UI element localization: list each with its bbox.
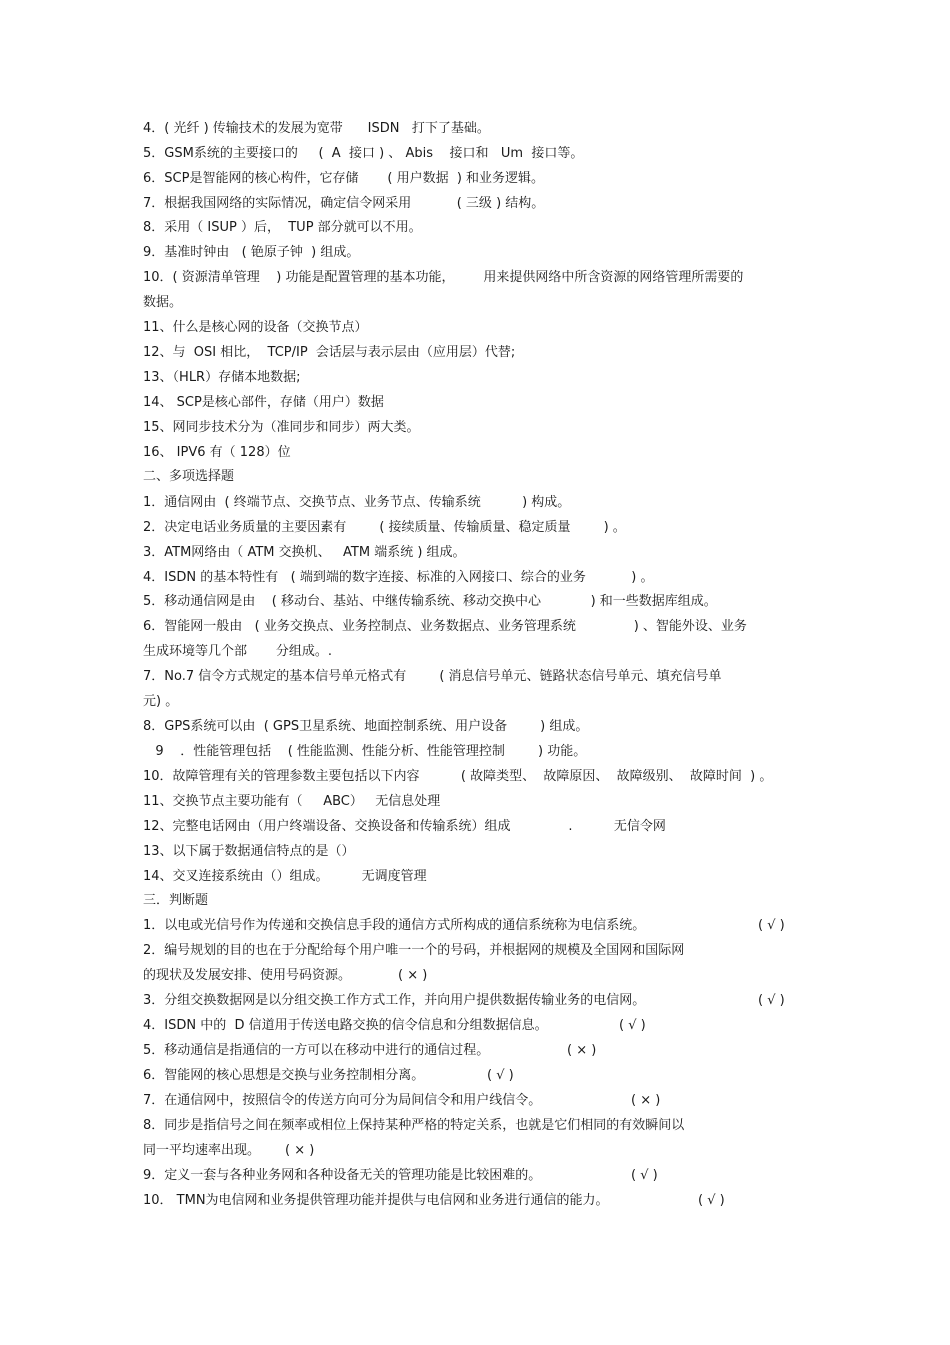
multiple-choice-question: 4．ISDN 的基本特性有 ( 端到端的数字连接、标准的入网接口、综合的业务 ) 。 bbox=[143, 570, 654, 585]
multiple-choice-question: 11、交换节点主要功能有（ ABC） 无信息处理 bbox=[143, 794, 441, 809]
fill-blank-question: 12、与 OSI 相比， TCP/IP 会话层与表示层由（应用层）代替; bbox=[143, 345, 516, 360]
fill-blank-question: 15、网同步技术分为（准同步和同步）两大类。 bbox=[143, 420, 420, 435]
true-false-statement: 9．定义一套与各种业务网和各种设备无关的管理功能是比较困难的。 bbox=[143, 1168, 542, 1183]
multiple-choice-question: 9 ．性能管理包括 ( 性能监测、性能分析、性能管理控制 ) 功能。 bbox=[143, 744, 587, 759]
answer-mark: ( √ ) bbox=[758, 993, 785, 1008]
fill-blank-question: 8．采用（ ISUP ）后， TUP 部分就可以不用。 bbox=[143, 220, 422, 235]
true-false-statement: 5．移动通信是指通信的一方可以在移动中进行的通信过程。 bbox=[143, 1043, 490, 1058]
true-false-statement: 3．分组交换数据网是以分组交换工作方式工作，并向用户提供数据传输业务的电信网。 bbox=[143, 993, 646, 1008]
multiple-choice-question: 12、完整电话网由（用户终端设备、交换设备和传输系统）组成 . 无信令网 bbox=[143, 819, 666, 834]
answer-mark: ( × ) bbox=[285, 1143, 315, 1158]
answer-mark: ( √ ) bbox=[758, 918, 785, 933]
multiple-choice-question: 3．ATM网络由（ ATM 交换机、 ATM 端系统 ) 组成。 bbox=[143, 545, 466, 560]
answer-mark: ( × ) bbox=[567, 1043, 597, 1058]
true-false-statement: 2．编号规划的目的也在于分配给每个用户唯一一个的号码，并根据网的规模及全国网和国际网 bbox=[143, 943, 685, 958]
true-false-statement: 6．智能网的核心思想是交换与业务控制相分离。 bbox=[143, 1068, 425, 1083]
answer-mark: ( √ ) bbox=[487, 1068, 514, 1083]
true-false-statement: 8．同步是指信号之间在频率或相位上保持某种严格的特定关系，也就是它们相同的有效瞬间以 bbox=[143, 1118, 685, 1133]
fill-blank-question: 13、（HLR）存储本地数据; bbox=[143, 370, 301, 385]
fill-blank-question: 10．( 资源清单管理 ) 功能是配置管理的基本功能， 用来提供网络中所含资源的网络管理所需要的 bbox=[143, 270, 744, 285]
answer-mark: ( × ) bbox=[398, 968, 428, 983]
fill-blank-question: 5．GSM系统的主要接口的 ( A 接口 ) 、 Abis 接口和 Um 接口等。 bbox=[143, 146, 584, 161]
answer-mark: ( √ ) bbox=[698, 1193, 725, 1208]
fill-blank-question: 9．基准时钟由 ( 铯原子钟 ) 组成。 bbox=[143, 245, 360, 260]
multiple-choice-question: 13、以下属于数据通信特点的是（） bbox=[143, 844, 355, 859]
section-heading-true-false: 三．判断题 bbox=[143, 893, 209, 908]
answer-mark: ( × ) bbox=[631, 1093, 661, 1108]
true-false-statement: 7．在通信网中，按照信令的传送方向可分为局间信令和用户线信令。 bbox=[143, 1093, 542, 1108]
multiple-choice-question: 10．故障管理有关的管理参数主要包括以下内容 ( 故障类型、 故障原因、 故障级别、 故障时间 ) 。 bbox=[143, 769, 773, 784]
multiple-choice-question: 1．通信网由 ( 终端节点、交换节点、业务节点、传输系统 ) 构成。 bbox=[143, 495, 571, 510]
true-false-statement: 4．ISDN 中的 D 信道用于传送电路交换的信令信息和分组数据信息。 bbox=[143, 1018, 548, 1033]
multiple-choice-question: 6．智能网一般由 ( 业务交换点、业务控制点、业务数据点、业务管理系统 ) 、智能外设、业务 bbox=[143, 619, 747, 634]
true-false-statement-continued: 同一平均速率出现。 bbox=[143, 1143, 261, 1158]
multiple-choice-question: 5．移动通信网是由 ( 移动台、基站、中继传输系统、移动交换中心 ) 和一些数据库组成。 bbox=[143, 594, 717, 609]
multiple-choice-question: 2．决定电话业务质量的主要因素有 ( 接续质量、传输质量、稳定质量 ) 。 bbox=[143, 520, 626, 535]
true-false-statement: 10． TMN为电信网和业务提供管理功能并提供与电信网和业务进行通信的能力。 bbox=[143, 1193, 609, 1208]
true-false-statement-continued: 的现状及发展安排、使用号码资源。 bbox=[143, 968, 352, 983]
fill-blank-question-continued: 数据。 bbox=[143, 295, 183, 310]
fill-blank-question: 11、什么是核心网的设备（交换节点） bbox=[143, 320, 368, 335]
answer-mark: ( √ ) bbox=[631, 1168, 658, 1183]
answer-mark: ( √ ) bbox=[619, 1018, 646, 1033]
multiple-choice-question-continued: 元) 。 bbox=[143, 694, 179, 709]
fill-blank-question: 14、 SCP是核心部件，存储（用户）数据 bbox=[143, 395, 384, 410]
multiple-choice-question: 7．No.7 信令方式规定的基本信号单元格式有 ( 消息信号单元、链路状态信号单元、填充信号单 bbox=[143, 669, 722, 684]
fill-blank-question: 4．( 光纤 ) 传输技术的发展为宽带 ISDN 打下了基础。 bbox=[143, 121, 490, 136]
multiple-choice-question-continued: 生成环境等几个部 分组成。. bbox=[143, 644, 333, 659]
multiple-choice-question: 8．GPS系统可以由 ( GPS卫星系统、地面控制系统、用户设备 ) 组成。 bbox=[143, 719, 589, 734]
section-heading-multiple-choice: 二、多项选择题 bbox=[143, 469, 235, 484]
fill-blank-question: 16、 IPV6 有（ 128）位 bbox=[143, 445, 291, 460]
fill-blank-question: 7．根据我国网络的实际情况，确定信令网采用 ( 三级 ) 结构。 bbox=[143, 196, 545, 211]
true-false-statement: 1．以电或光信号作为传递和交换信息手段的通信方式所构成的通信系统称为电信系统。 bbox=[143, 918, 646, 933]
multiple-choice-question: 14、交叉连接系统由（）组成。 无调度管理 bbox=[143, 869, 427, 884]
fill-blank-question: 6．SCP是智能网的核心构件，它存储 ( 用户数据 ) 和业务逻辑。 bbox=[143, 171, 545, 186]
